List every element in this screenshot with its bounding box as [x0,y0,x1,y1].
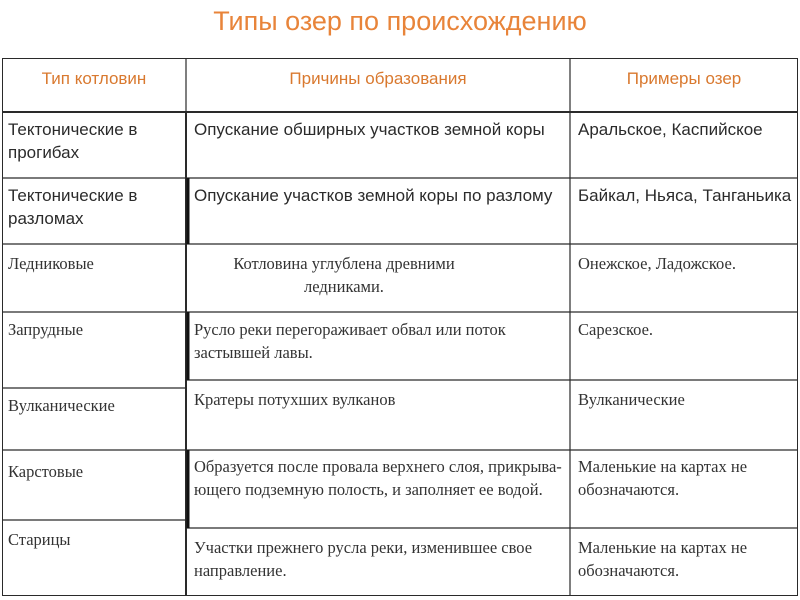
table-cell-examples: Аральское, Каспийское [578,120,763,139]
column-header-cause: Причины образования [289,69,467,88]
table-cell-type: Старицы [8,530,71,549]
table-cell-examples: Вулканические [578,390,685,409]
table-cell-cause: Опускание обширных участков земной коры [194,120,545,139]
table-cell-examples: Маленькие на картах не обозначаются. [578,538,748,580]
table-cell-cause: Русло реки перегораживает обвал или поток застывшей лавы. [194,320,506,362]
column-header-type: Тип котловин [41,69,147,88]
table-cell-type: Ледниковые [8,254,94,273]
table-cell-cause: Кратеры потухших вулканов [194,390,396,409]
table-cell-type: Карстовые [8,462,84,481]
table-cell-type: Вулканические [8,396,115,415]
table-cell-type: Запрудные [8,320,84,339]
table-cell-type: Тектонические в прогибах [8,120,138,162]
page-title: Типы озер по происхождению [213,6,587,36]
column-header-examples: Примеры озер [626,69,742,88]
table-cell-examples: Байкал, Ньяса, Танганьика [578,186,792,205]
table-cell-examples: Онежское, Ладожское. [578,254,736,273]
table-cell-examples: Маленькие на картах не обозначаются. [578,457,748,499]
table-cell-cause: Участки прежнего русла реки, изменившее свое направление. [194,538,533,580]
table-cell-cause: Образуется после провала верхнего слоя, прикрыва- ющего подземную полость, и заполняет ее водой. [194,457,562,499]
table-cell-cause: Котловина углублена древними ледниками. [233,254,455,296]
table-cell-cause: Опускание участков земной коры по разлому [194,186,553,205]
table-cell-type: Тектонические в разломах [8,186,138,228]
table-cell-examples: Сарезское. [578,320,654,339]
